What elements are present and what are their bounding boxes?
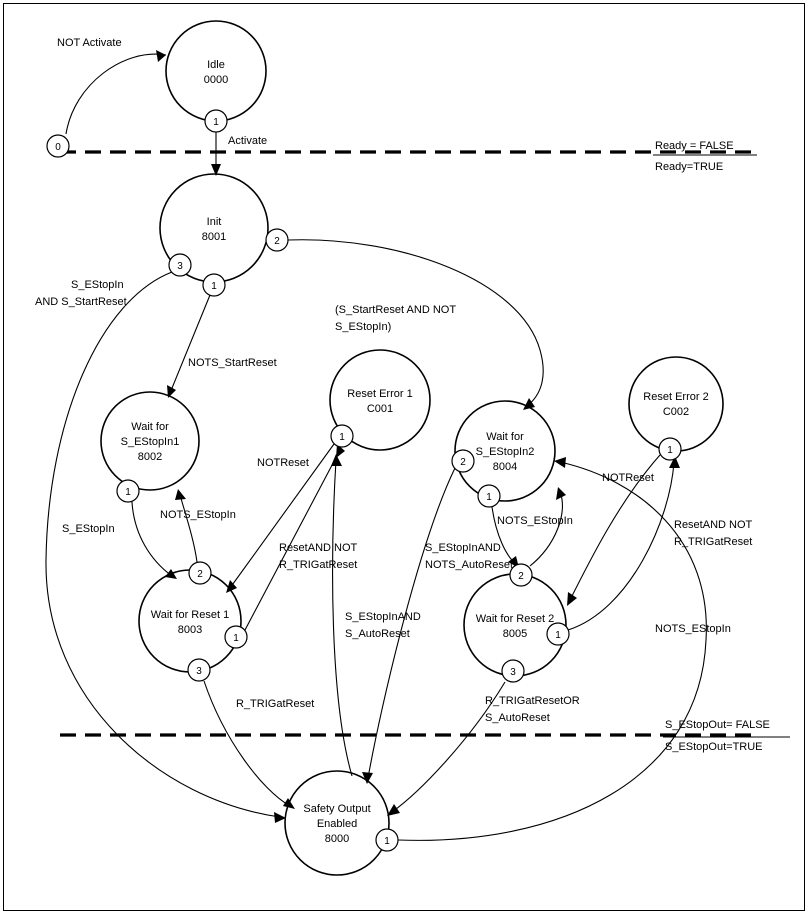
- port-reset-error-1-1-label: 1: [339, 432, 345, 443]
- port-init-2-label: 2: [274, 236, 280, 247]
- label-rtrig-reset: R_TRIGatReset: [236, 698, 315, 710]
- port-safety-output-1-label: 1: [384, 836, 390, 847]
- label-estopin-and-autoreset-line2: S_AutoReset: [345, 628, 410, 640]
- state-safety-output-enabled-label-1: Enabled: [316, 818, 358, 830]
- port-wait-reset-1-1-label: 1: [233, 633, 239, 644]
- label-estopin: S_EStopIn: [62, 523, 115, 535]
- port-wait-reset-1-2-label: 2: [197, 569, 203, 580]
- port-init-1-label: 1: [211, 281, 217, 292]
- label-estopin-and-autoreset-line1: S_EStopInAND: [345, 611, 421, 623]
- arrow-out-to-es2: [554, 457, 566, 468]
- edge-init-to-wait-es2: [288, 240, 543, 406]
- label-not-estopin-2: NOTS_EStopIn: [497, 515, 573, 527]
- port-wait-reset-1-3-label: 3: [196, 666, 202, 677]
- state-wait-estopin1-label-2: 8002: [137, 451, 163, 463]
- port-wait-estopin1-1[interactable]: [117, 480, 139, 502]
- state-wait-estopin2-label-1: S_EStopIn2: [475, 446, 535, 458]
- edge-wait-rst2-to-wait-es2: [530, 492, 562, 566]
- state-wait-reset-1-circle[interactable]: [139, 570, 241, 672]
- state-safety-output-enabled[interactable]: [285, 771, 389, 875]
- state-wait-reset-2-label-0: Wait for Reset 2: [475, 613, 555, 625]
- edge-wait-rst2-to-reset-err2: [568, 462, 674, 630]
- port-wait-reset-2-2-label: 2: [518, 571, 524, 582]
- state-reset-error-2-circle[interactable]: [629, 357, 723, 451]
- port-init-3-label: 3: [177, 261, 183, 272]
- state-wait-reset-1-label-0: Wait for Reset 1: [150, 609, 230, 621]
- port-wait-reset-1-3[interactable]: [188, 659, 210, 681]
- state-idle-circle[interactable]: [166, 21, 266, 121]
- state-wait-estopin2[interactable]: [455, 401, 555, 501]
- arrow-rst2-to-es2: [556, 487, 566, 500]
- state-idle[interactable]: [166, 21, 266, 121]
- state-wait-reset-2-label-1: 8005: [502, 628, 528, 640]
- label-not-estopin-1: NOTS_EStopIn: [160, 509, 236, 521]
- port-wait-estopin2-2[interactable]: [452, 450, 474, 472]
- label-not-reset-2: NOTReset: [602, 472, 654, 484]
- port-reset-error-2-1[interactable]: [659, 438, 681, 460]
- port-wait-reset-2-3-label: 3: [510, 667, 516, 678]
- estopout-false-label: S_EStopOut= FALSE: [665, 719, 770, 731]
- label-estopin-and-not-autoreset-line2: NOTS_AutoReset: [425, 559, 514, 571]
- arrow-err2-to-rst2: [567, 592, 577, 606]
- edge-start-to-idle: [66, 54, 166, 134]
- state-reset-error-1-label-0: Reset Error 1: [347, 388, 413, 400]
- state-wait-estopin1[interactable]: [101, 392, 199, 490]
- label-startreset-and-not-line2: S_EStopIn): [335, 321, 392, 333]
- label-reset-and-not-rtrig-1-line1: ResetAND NOT: [279, 542, 358, 554]
- edge-init-to-wait-es1: [170, 295, 210, 393]
- label-activate: Activate: [228, 135, 268, 147]
- label-not-activate: NOT Activate: [57, 37, 122, 49]
- port-init-1[interactable]: [203, 274, 225, 296]
- label-estopin-and-startreset-line1: S_EStopIn: [71, 279, 124, 291]
- edge-wait-rst1-to-reset-err1: [245, 450, 340, 630]
- port-wait-estopin2-1[interactable]: [478, 485, 500, 507]
- ports: [47, 110, 681, 851]
- port-wait-reset-2-2[interactable]: [510, 564, 532, 586]
- label-estopin-and-not-autoreset-line1: S_EStopInAND: [425, 542, 501, 554]
- label-reset-and-not-rtrig-1-line2: R_TRIGatReset: [279, 559, 358, 571]
- state-wait-reset-1[interactable]: [139, 570, 241, 672]
- state-idle-label-0: Idle: [207, 59, 225, 71]
- port-init-2[interactable]: [266, 229, 288, 251]
- label-not-reset-1: NOTReset: [257, 457, 309, 469]
- ready-false-label: Ready = FALSE: [655, 140, 734, 152]
- port-idle-1[interactable]: [205, 110, 227, 132]
- state-nodes: [101, 21, 723, 875]
- port-idle-1-label: 1: [213, 117, 219, 128]
- state-reset-error-2-label-1: C002: [662, 406, 690, 418]
- port-wait-estopin1-1-label: 1: [125, 487, 131, 498]
- label-reset-and-not-rtrig-2-line1: ResetAND NOT: [674, 519, 753, 531]
- state-wait-estopin2-label-2: 8004: [492, 461, 518, 473]
- port-wait-reset-2-1-label: 1: [555, 630, 561, 641]
- arrow-start-to-idle: [156, 50, 166, 62]
- port-wait-reset-1-2[interactable]: [189, 562, 211, 584]
- port-wait-estopin2-2-label: 2: [460, 457, 466, 468]
- state-wait-estopin1-label-0: Wait for: [131, 421, 169, 433]
- port-wait-estopin2-1-label: 1: [486, 492, 492, 503]
- state-wait-estopin1-label-1: S_EStopIn1: [120, 436, 180, 448]
- label-rtrig-or-autoreset-line2: S_AutoReset: [485, 712, 550, 724]
- transition-labels: [35, 37, 753, 724]
- label-not-estopin-3: NOTS_EStopIn: [655, 623, 731, 635]
- port-init-3[interactable]: [169, 254, 191, 276]
- port-wait-reset-2-3[interactable]: [502, 660, 524, 682]
- arrow-init-left-to-out: [274, 812, 286, 823]
- state-reset-error-1-label-1: C001: [366, 403, 394, 415]
- state-safety-output-enabled-label-2: 8000: [324, 833, 350, 845]
- port-reset-error-1-1[interactable]: [331, 425, 353, 447]
- state-wait-reset-1-label-1: 8003: [177, 624, 203, 636]
- label-not-startreset: NOTS_StartReset: [188, 357, 277, 369]
- edge-wait-es2-to-safety-out: [368, 468, 455, 778]
- state-reset-error-2-label-0: Reset Error 2: [643, 391, 709, 403]
- state-reset-error-2[interactable]: [629, 357, 723, 451]
- port-start-0-label: 0: [55, 142, 61, 153]
- port-safety-output-1[interactable]: [376, 829, 398, 851]
- label-rtrig-or-autoreset-line1: R_TRIGatResetOR: [485, 695, 580, 707]
- port-wait-reset-2-1[interactable]: [547, 623, 569, 645]
- label-startreset-and-not-line1: (S_StartReset AND NOT: [335, 304, 457, 316]
- ready-true-label: Ready=TRUE: [655, 161, 724, 173]
- port-start-0[interactable]: [47, 135, 69, 157]
- arrow-rst1-to-es1: [175, 489, 186, 500]
- port-reset-error-2-1-label: 1: [667, 445, 673, 456]
- state-wait-estopin2-label-0: Wait for: [486, 431, 524, 443]
- port-wait-reset-1-1[interactable]: [225, 626, 247, 648]
- state-safety-output-enabled-label-0: Safety Output: [303, 803, 371, 815]
- arrow-out-to-err1: [331, 454, 342, 466]
- state-init-label-0: Init: [206, 216, 222, 228]
- estopout-true-label: S_EStopOut=TRUE: [665, 741, 763, 753]
- label-reset-and-not-rtrig-2-line2: R_TRIGatReset: [674, 536, 753, 548]
- edge-wait-rst1-to-wait-es1: [180, 495, 197, 562]
- label-estopin-and-startreset-line2: AND S_StartReset: [35, 296, 127, 308]
- state-idle-label-1: 0000: [203, 74, 229, 86]
- state-init-label-1: 8001: [201, 231, 227, 243]
